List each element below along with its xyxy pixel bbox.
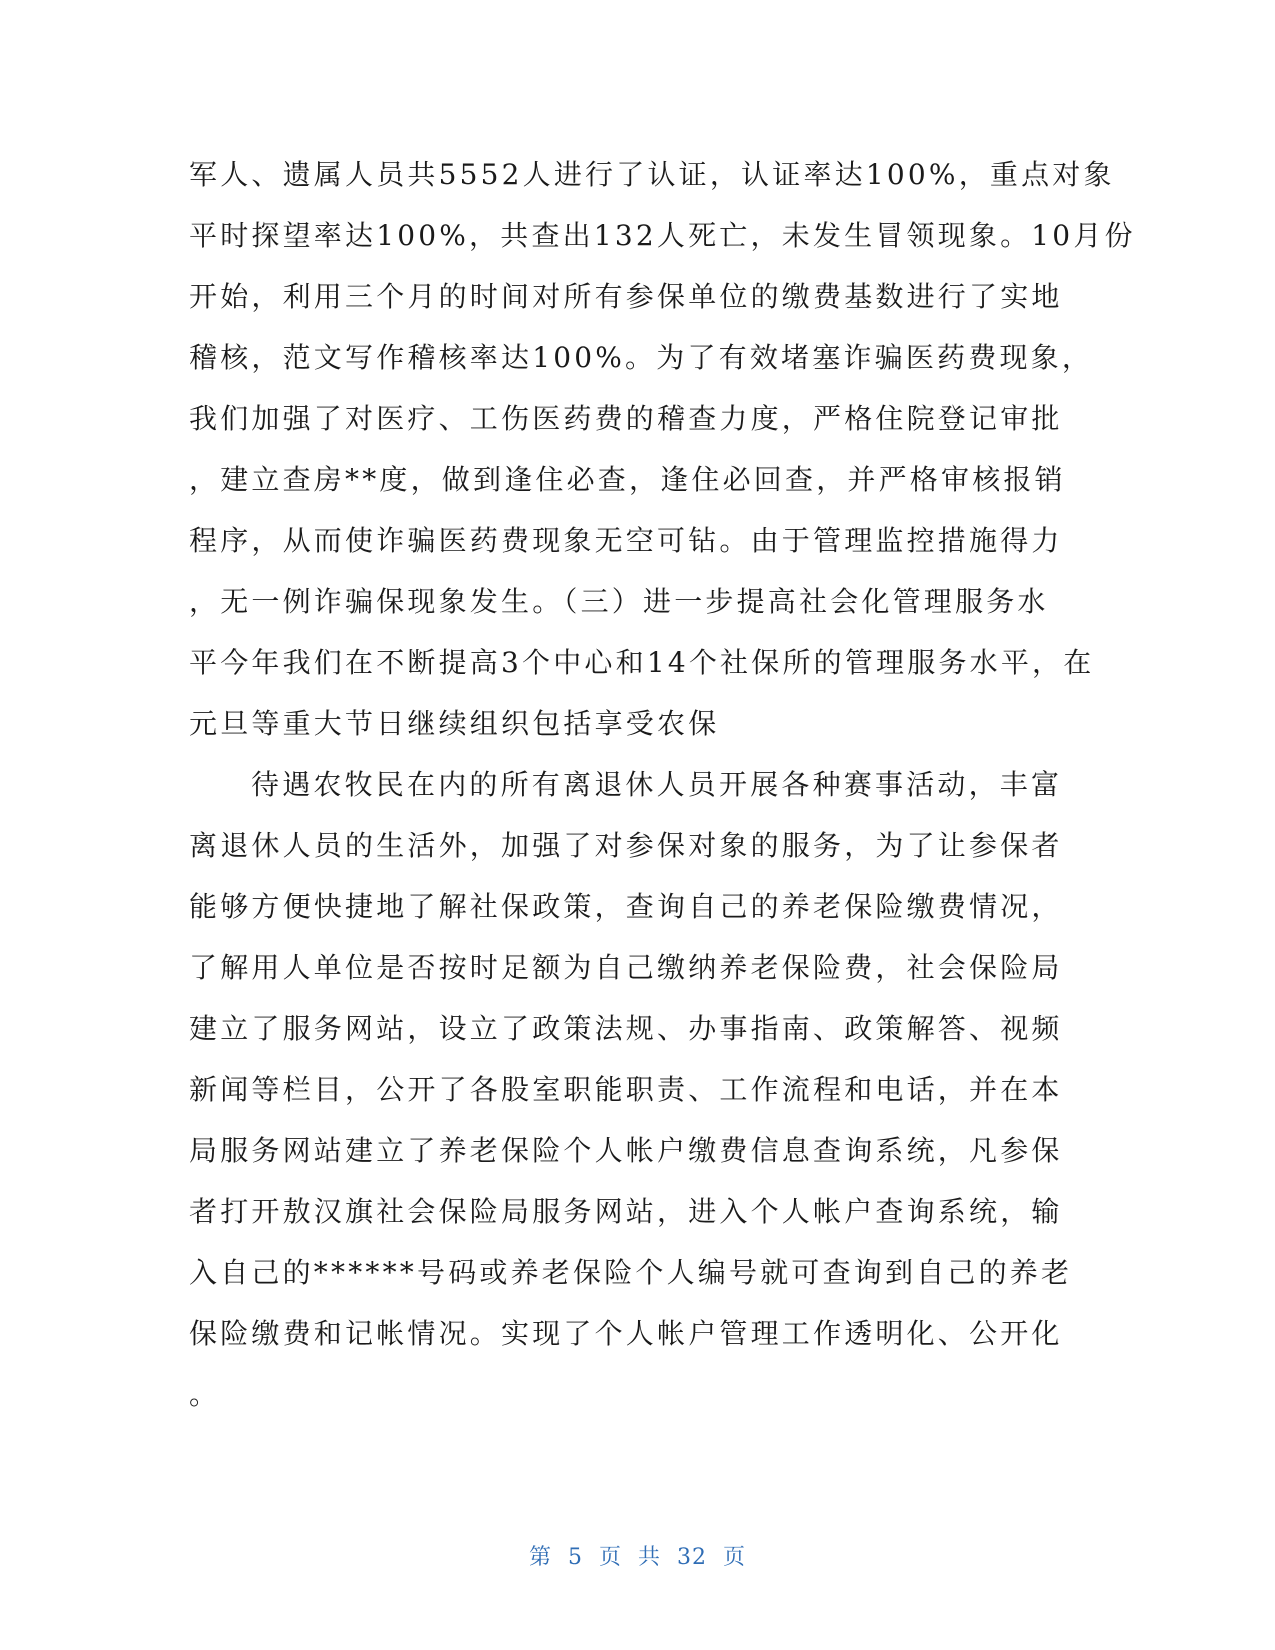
text-line: 稽核，范文写作稽核率达100%。为了有效堵塞诈骗医药费现象， bbox=[189, 341, 1094, 374]
text-line: 能够方便快捷地了解社保政策，查询自己的养老保险缴费情况， bbox=[189, 890, 1063, 923]
text-line: 待遇农牧民在内的所有离退休人员开展各种赛事活动，丰富 bbox=[251, 768, 1063, 801]
text-line: 开始，利用三个月的时间对所有参保单位的缴费基数进行了实地 bbox=[189, 280, 1063, 313]
text-line: 平今年我们在不断提高3个中心和14个社保所的管理服务水平，在 bbox=[189, 646, 1095, 679]
text-line: 者打开敖汉旗社会保险局服务网站，进入个人帐户查询系统，输 bbox=[189, 1195, 1063, 1228]
text-line: ，建立查房**度，做到逢住必查，逢住必回查，并严格审核报销 bbox=[189, 463, 1066, 496]
text-line: 平时探望率达100%，共查出132人死亡，未发生冒领现象。10月份 bbox=[189, 219, 1136, 252]
text-line: 元旦等重大节日继续组织包括享受农保 bbox=[189, 707, 720, 740]
text-line: 新闻等栏目，公开了各股室职能职责、工作流程和电话，并在本 bbox=[189, 1073, 1063, 1106]
text-line: 了解用人单位是否按时足额为自己缴纳养老保险费，社会保险局 bbox=[189, 951, 1063, 984]
text-line: 建立了服务网站，设立了政策法规、办事指南、政策解答、视频 bbox=[189, 1012, 1063, 1045]
text-line: 保险缴费和记帐情况。实现了个人帐户管理工作透明化、公开化 bbox=[189, 1317, 1063, 1350]
text-line: 程序，从而使诈骗医药费现象无空可钻。由于管理监控措施得力 bbox=[189, 524, 1063, 557]
body-text bbox=[189, 144, 1136, 1425]
text-line: 离退休人员的生活外，加强了对参保对象的服务，为了让参保者 bbox=[189, 829, 1063, 862]
text-line: 军人、遗属人员共5552人进行了认证，认证率达100%，重点对象 bbox=[189, 158, 1115, 191]
text-line: 局服务网站建立了养老保险个人帐户缴费信息查询系统，凡参保 bbox=[189, 1134, 1063, 1167]
text-line: ，无一例诈骗保现象发生。（三）进一步提高社会化管理服务水 bbox=[189, 585, 1049, 618]
text-line: 我们加强了对医疗、工伤医药费的稽查力度，严格住院登记审批 bbox=[189, 402, 1063, 435]
text-line: 。 bbox=[189, 1378, 221, 1411]
text-line: 入自己的******号码或养老保险个人编号就可查询到自己的养老 bbox=[189, 1256, 1073, 1289]
page-number-footer: 第 5 页 共 32 页 bbox=[529, 1545, 746, 1570]
